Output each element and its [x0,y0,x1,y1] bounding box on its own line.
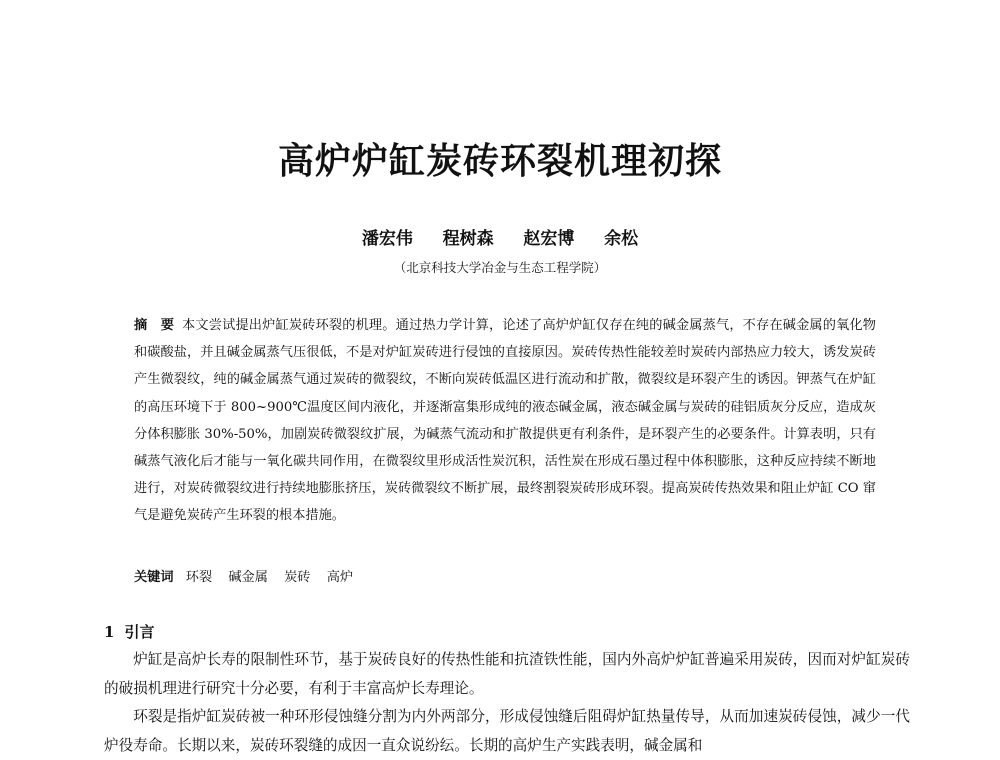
keyword: 环裂 [185,570,213,585]
paper-title: 高炉炉缸炭砖环裂机理初探 [277,141,722,182]
abstract-label: 摘 要 [134,318,175,333]
author-name: 余松 [604,229,639,249]
keywords [134,566,876,590]
keywords-label: 关键词 [134,570,174,585]
section-body [104,646,910,760]
author-name: 赵宏博 [523,229,575,249]
author-name: 潘宏伟 [361,229,413,249]
abstract [134,312,876,530]
author-affiliation: （北京科技大学冶金与生态工程学院） [393,260,607,275]
author-list [0,226,1000,252]
keyword: 碱金属 [228,570,268,585]
keyword: 炭砖 [284,570,311,585]
author-name: 程树森 [442,229,494,249]
body-paragraph: 炉缸是高炉长寿的限制性环节，基于炭砖良好的传热性能和抗渣铁性能，国内外高炉炉缸普遍采用炭砖，因而对炉缸炭砖的破损机理进行研究十分必要，有利于丰富高炉长寿理论。 [104,651,910,697]
section-title: 引言 [124,623,155,641]
abstract-text: 本文尝试提出炉缸炭砖环裂的机理。通过热力学计算，论述了高炉炉缸仅存在纯的碱金属蒸气，不存在碱金属的氧化物和碳酸盐，并且碱金属蒸气压很低，不是对炉缸炭砖进行侵蚀的直接原因。炭砖传热性能较差时炭砖内部热应力较大，诱发炭砖产生微裂纹，纯的碱金属蒸气通过炭砖的微裂纹，不断向炭砖低温区进行流动和扩散，微裂纹是环裂产生的诱因。钾蒸气在炉缸的高压环境下于 800~900℃温度区间内液化，并逐渐富集形成纯的液态碱金属，液态碱金属与炭砖的硅铝质灰分反应，造成灰分体积膨胀 30%-50%，加剧炭砖微裂纹扩展，为碱蒸气流动和扩散提供更有利条件，是环裂产生的必要条件。计算表明，只有碱蒸气液化后才能与一氧化碳共同作用，在微裂纹里形成活性炭沉积，活性炭在形成石墨过程中体积膨胀，这种反应持续不断地进行，对炭砖微裂纹进行持续地膨胀挤压，炭砖微裂纹不断扩展，最终割裂炭砖形成环裂。提高炭砖传热效果和阻止炉缸 CO 窜气是避免炭砖产生环裂的根本措施。 [134,318,876,524]
section-heading [104,620,154,644]
section-number: 1 [104,623,115,641]
keyword: 高炉 [326,570,354,585]
body-paragraph: 环裂是指炉缸炭砖被一种环形侵蚀缝分割为内外两部分，形成侵蚀缝后阻碍炉缸热量传导，从而加速炭砖侵蚀，减少一代炉役寿命。长期以来，炭砖环裂缝的成因一直众说纷纭。长期的高炉生产实践表明，碱金属和 [104,708,910,754]
